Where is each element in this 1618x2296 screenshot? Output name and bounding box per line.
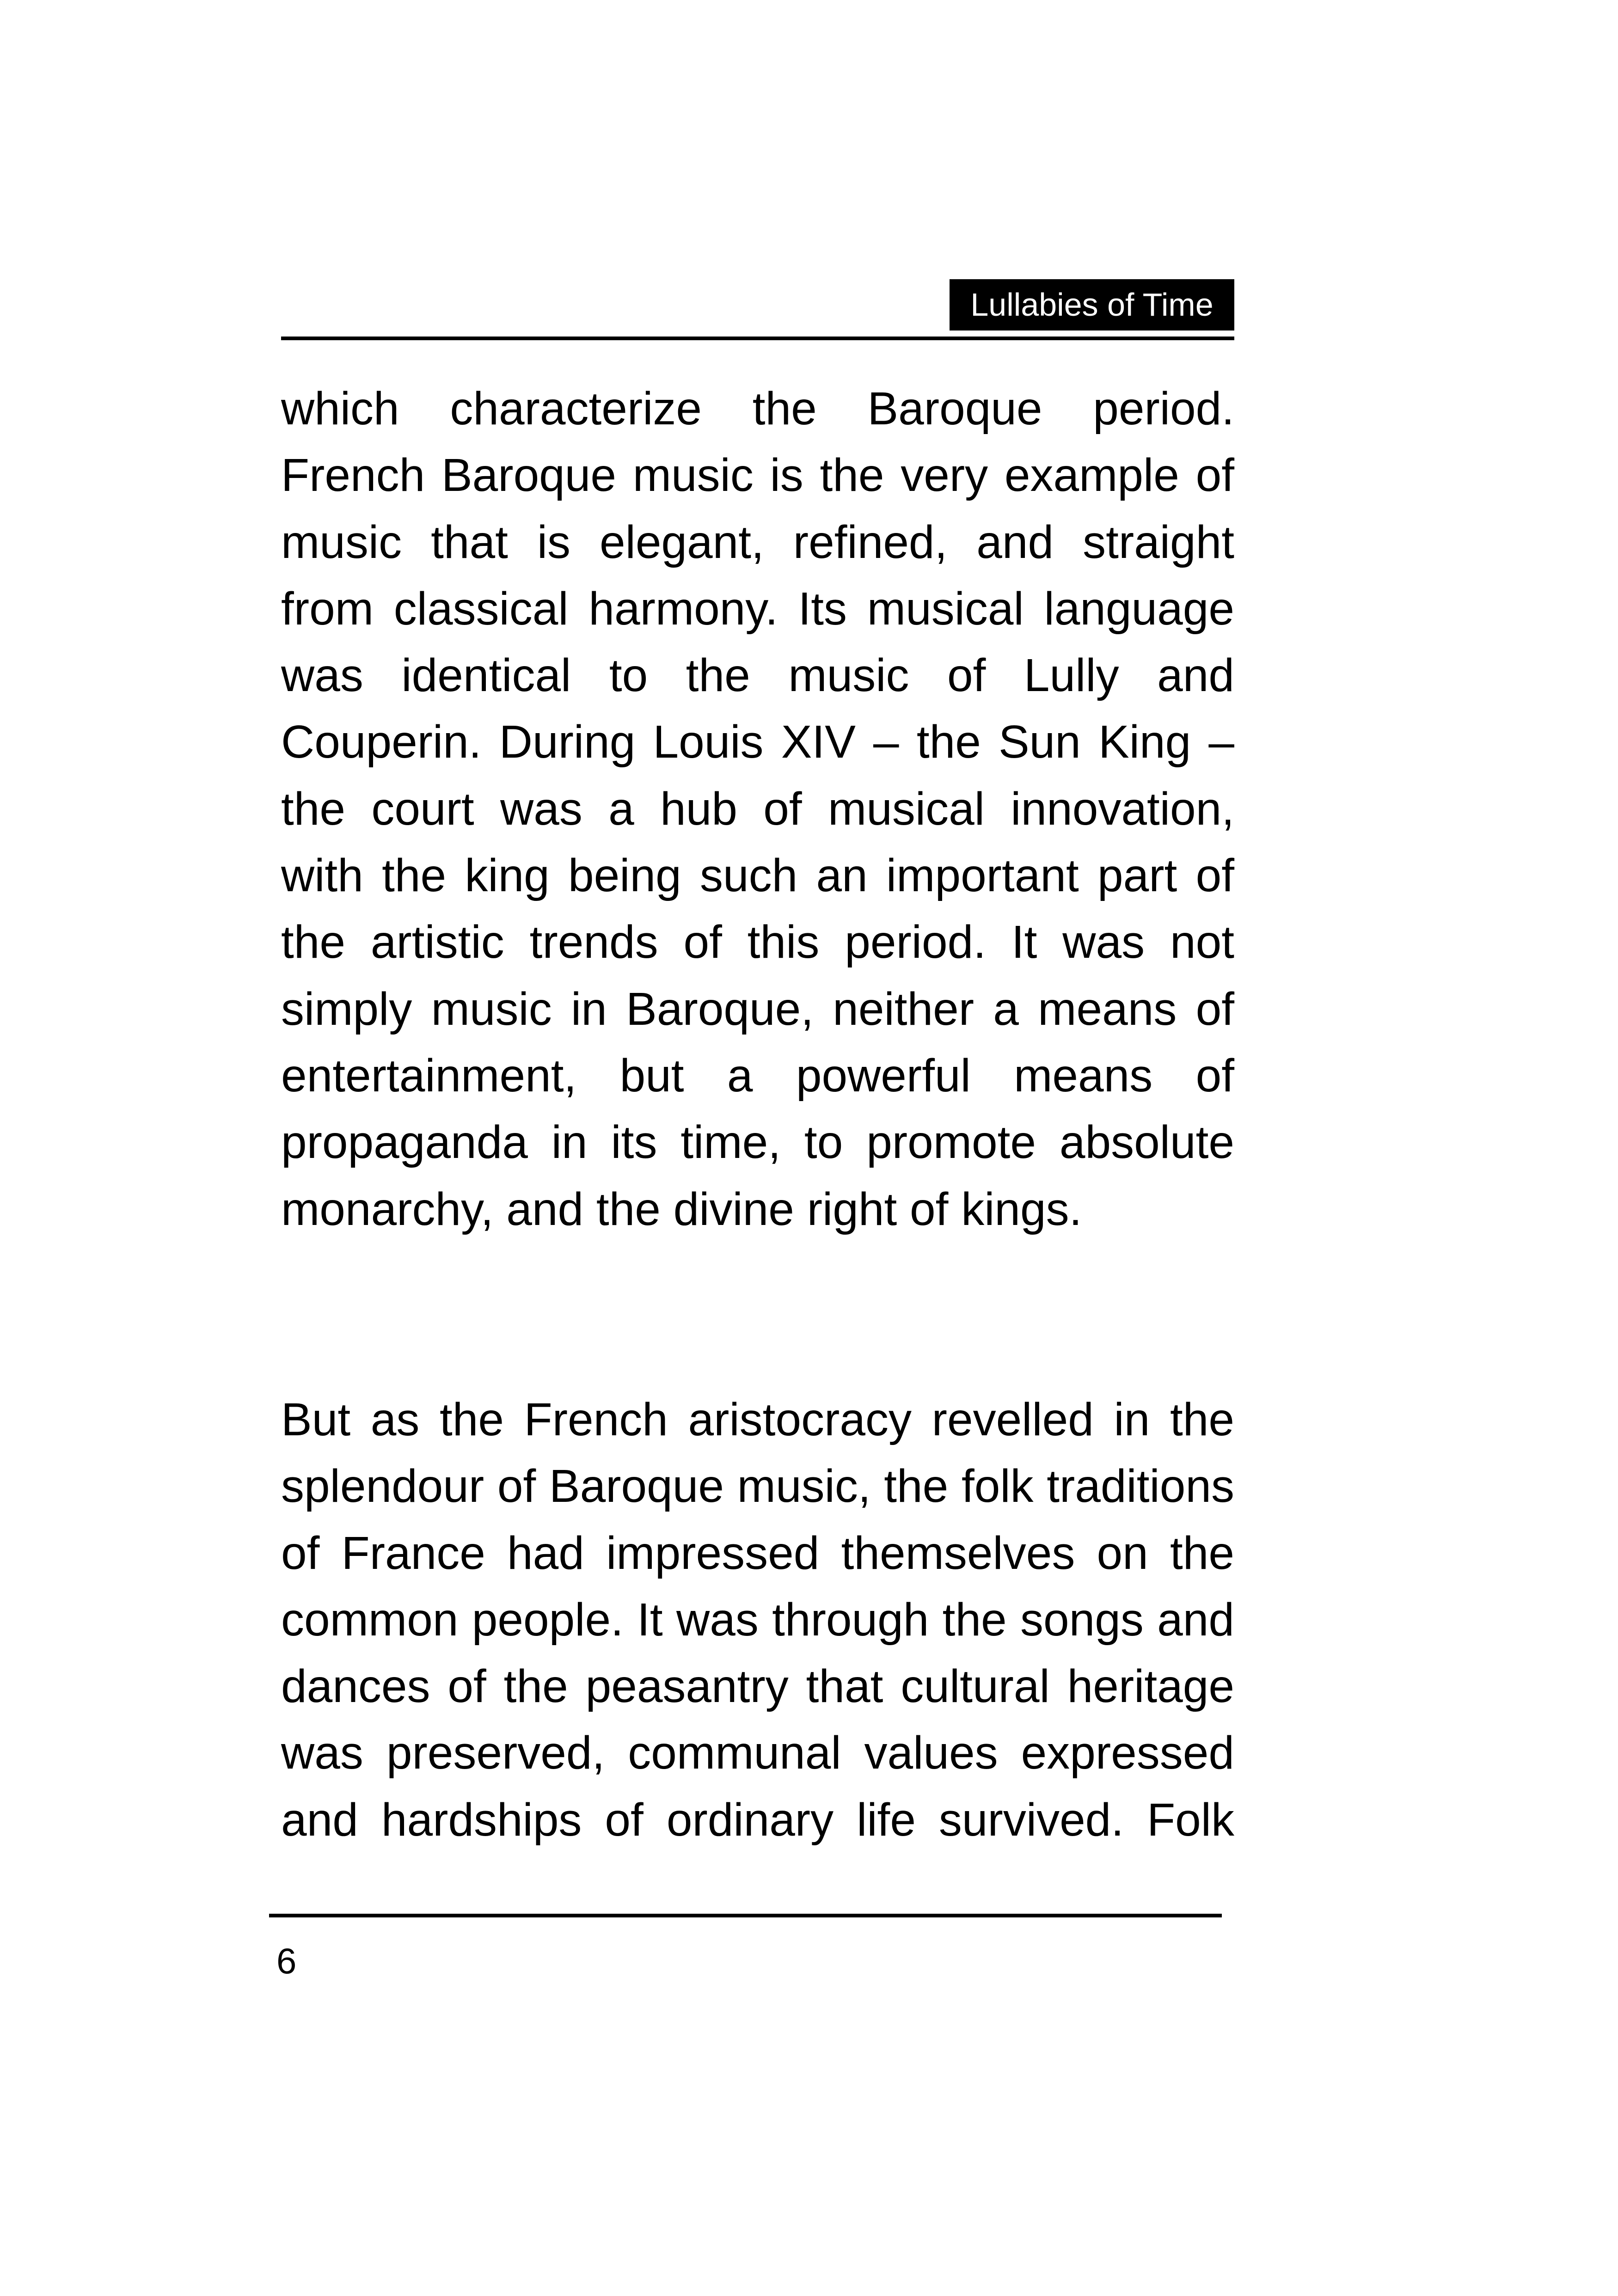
- body-paragraph-2: But as the French aristocracy revelled in the splendour of Baroque music, the folk traditions of France had impressed themselves on the common people. It was through the songs and dances of the peasantry that cultural heritage was preserved, communal values expressed and hardships of ordinary life survived. Folk: [281, 1394, 1234, 1846]
- page-number: 6: [276, 1941, 297, 1981]
- footer-divider: [269, 1914, 1222, 1917]
- body-paragraph-1: which characterize the Baroque period. French Baroque music is the very example of music that is elegant, refined, and straight from classical harmony. Its musical language was identical to the music of Lully and Couperin. During Louis XIV – the Sun King – the court was a hub of musical innovation, with the king being such an important part of the artistic trends of this period. It was not simply music in Baroque, neither a means of entertainment, but a powerful means of propaganda in its time, to promote absolute monarchy, and the divine right of kings.: [281, 383, 1234, 1235]
- header-divider: [281, 337, 1234, 340]
- running-header-title: Lullabies of Time: [950, 279, 1234, 331]
